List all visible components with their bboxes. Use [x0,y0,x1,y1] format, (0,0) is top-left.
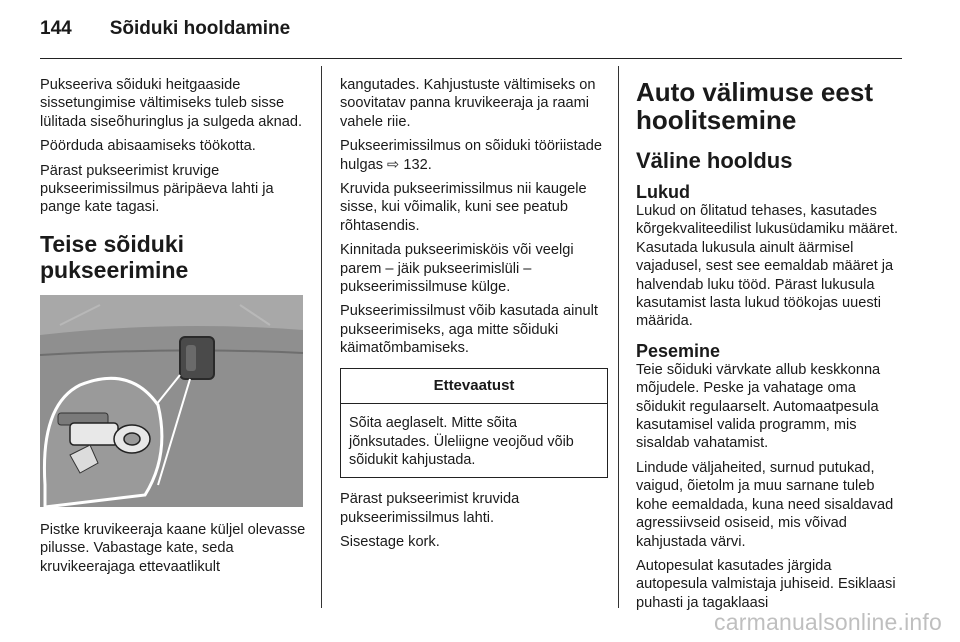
paragraph: Pukseerimissilmus on sõiduki tööriistade hulgas ⇨ 132. [340,138,602,173]
section-title: Auto välimuse eest hoolitsemine [636,77,873,135]
column-3 [636,76,906,618]
paragraph: Autopesulat kasutades järgida autopesula valmistaja juhiseid. Esiklaasi puhasti ja tagaklaasi [636,557,896,611]
watermark: carmanualsonline.info [714,609,942,635]
paragraph: Kinnitada pukseerimisköis või veelgi parem – jäik pukseerimislüli – pukseerimissilmuse külge. [340,242,574,296]
page-header [40,18,290,48]
caution-title: Ettevaatust [341,369,607,404]
header-rule [40,58,902,59]
column-divider-2 [618,66,619,608]
locks-heading: Lukud [636,182,690,202]
subsection-title: Väline hooldus [636,148,793,173]
column-1 [40,76,308,582]
section-heading: Teise sõiduki pukseerimine [40,230,189,283]
paragraph: Sisestage kork. [340,534,440,551]
paragraph: Pukseerimissilmust võib kasutada ainult pukseerimiseks, aga mitte sõiduki käimatõmbamiseks. [340,303,598,357]
paragraph: Pistke kruvikeeraja kaane küljel olevasse pilusse. Vabastage kate, seda kruvikeerajaga ettevaatlikult [40,521,306,575]
page-number: 144 [40,18,72,39]
tow-eye-illustration [40,295,303,507]
washing-heading: Pesemine [636,340,721,361]
paragraph: Pärast pukseerimist kruvida pukseerimissilmus lahti. [340,491,520,526]
caution-text: Sõita aeglaselt. Mitte sõita jõnksutades. Üleliigne veojõud võib sõidukit kahjustada. [349,415,574,468]
paragraph: Lindude väljaheited, surnud putukad, vaigud, õietolm ja muu sarnane tuleb kohe eemaldada, kuna need sisaldavad agressiivseid osiseid, mis võivad kahjustada värvi. [636,459,894,550]
paragraph: Pärast pukseerimist kruvige pukseerimissilmus päripäeva lahti ja pange kate tagasi. [40,162,274,216]
caution-box [340,368,608,479]
column-divider-1 [321,66,322,608]
paragraph: Pukseeriva sõiduki heitgaaside sissetungimise vältimiseks tuleb sisse lülitada siseõhuringlus ja sulgeda aknad. [40,77,303,130]
paragraph: Kruvida pukseerimissilmus nii kaugele sisse, kui võimalik, kuni see peatub rõhtasendis. [340,181,587,234]
chapter-title: Sõiduki hooldamine [109,18,291,39]
paragraph: Lukud on õlitatud tehases, kasutades kõrgekvaliteedilist lukusüdamiku määret. Kasutada lukusula ainult äärmisel vajadusel, sest see eemaldab määret ja halvendab luku tööd. Pärast lukusula kasutamist lasta lukud töökojas uuesti määrida. [636,203,898,330]
paragraph: Teie sõiduki värvkate allub keskkonna mõjudele. Peske ja vahatage oma sõidukit regulaarselt. Automaatpesula kasutamisel valida programm, mis sisaldab vahatamist. [636,361,881,452]
paragraph: kangutades. Kahjustuste vältimiseks on soovitatav panna kruvikeeraja ja raami vahele riie. [340,77,596,130]
paragraph: Pöörduda abisaamiseks töökotta. [40,138,256,155]
column-2 [340,76,608,558]
